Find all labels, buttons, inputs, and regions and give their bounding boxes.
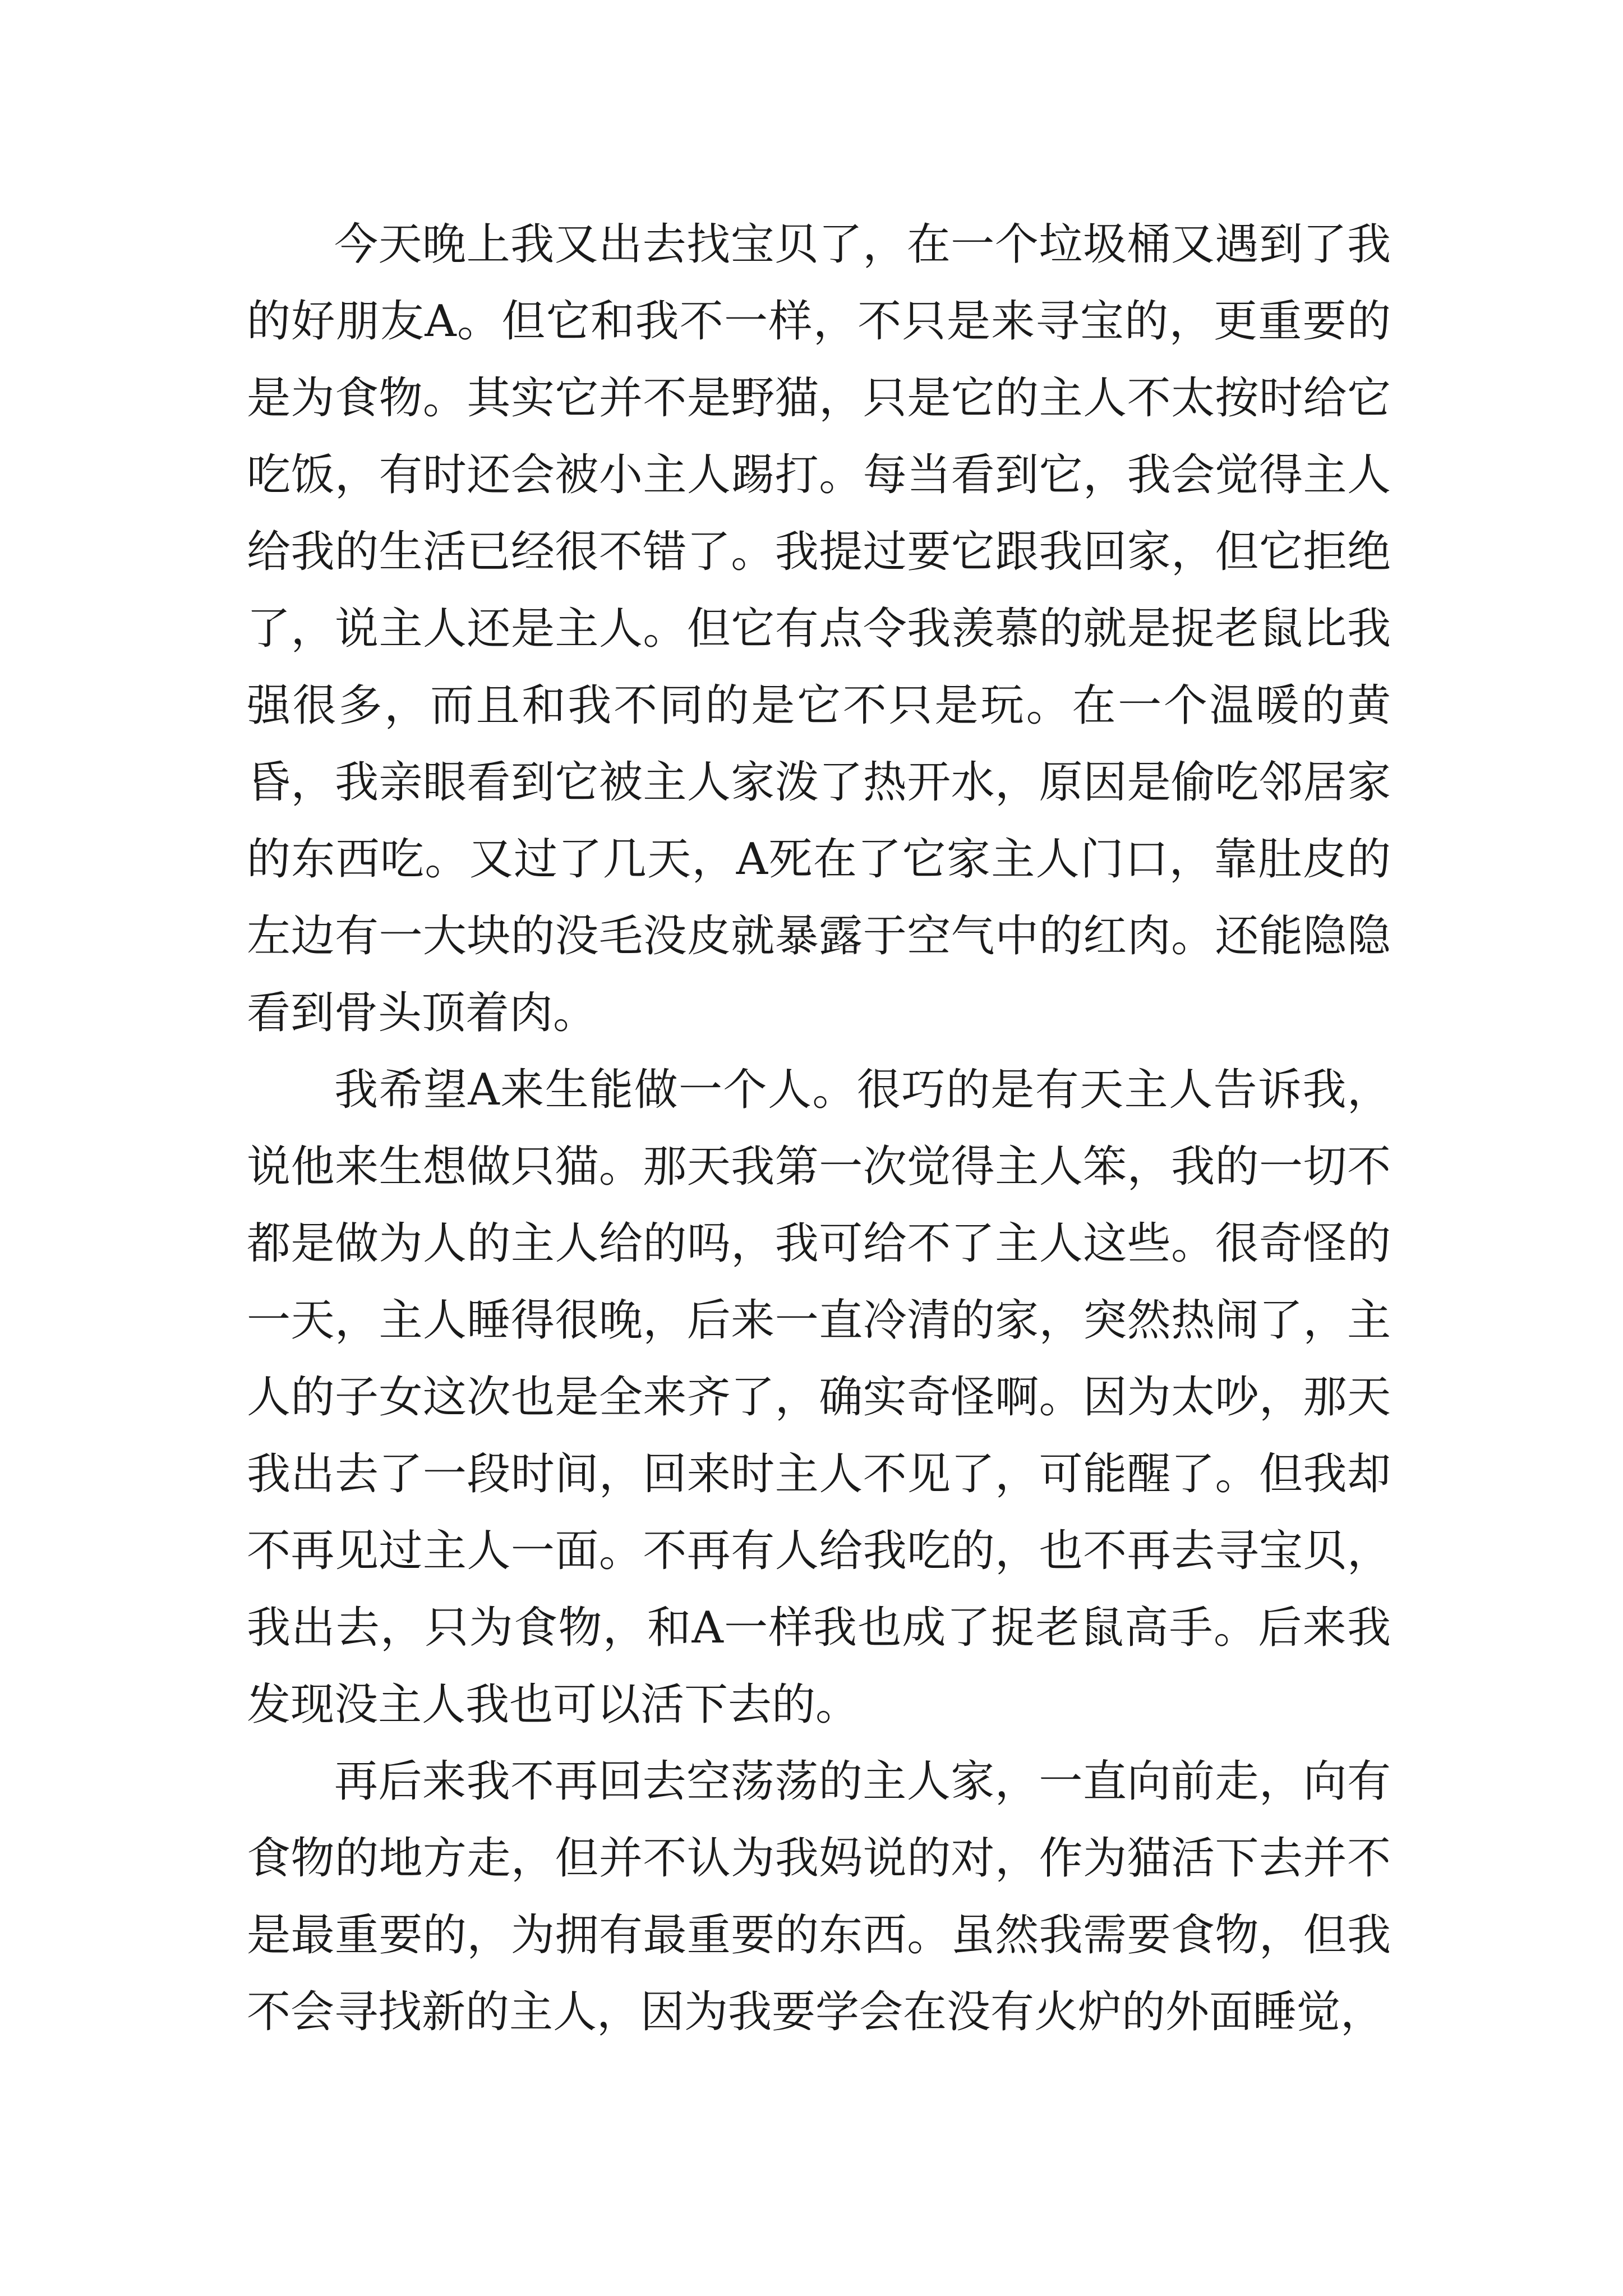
text-body — [247, 206, 1391, 2051]
paragraph-3: 再后来我不再回去空荡荡的主人家，一直向前走，向有食物的地方走，但并不认为我妈说的对，作为猫活下去并不是最重要的，为拥有最重要的东西。虽然我需要食物，但我不会寻找新的主人，因为我要学会在没有火炉的外面睡觉， — [247, 1756, 1391, 2037]
paragraph-1: 今天晚上我又出去找宝贝了，在一个垃圾桶又遇到了我的好朋友A。但它和我不一样，不只是来寻宝的，更重要的是为食物。其实它并不是野猫，只是它的主人不太按时给它吃饭，有时还会被小主人踢打。每当看到它，我会觉得主人给我的生活已经很不错了。我提过要它跟我回家，但它拒绝了，说主人还是主人。但它有点令我羡慕的就是捉老鼠比我强很多，而且和我不同的是它不只是玩。在一个温暖的黄昏，我亲眼看到它被主人家泼了热开水，原因是偷吃邻居家的东西吃。又过了几天，A死在了它家主人门口，靠肚皮的左边有一大块的没毛没皮就暴露于空气中的红肉。还能隐隐看到骨头顶着肉。 — [247, 219, 1391, 1038]
paragraph-2: 我希望A来生能做一个人。很巧的是有天主人告诉我，说他来生想做只猫。那天我第一次觉得主人笨，我的一切不都是做为人的主人给的吗，我可给不了主人这些。很奇怪的一天，主人睡得很晚，后来一直冷清的家，突然热闹了，主人的子女这次也是全来齐了，确实奇怪啊。因为太吵，那天我出去了一段时间，回来时主人不见了，可能醒了。但我却不再见过主人一面。不再有人给我吃的，也不再去寻宝贝，我出去，只为食物，和A一样我也成了捉老鼠高手。后来我发现没主人我也可以活下去的。 — [247, 1065, 1391, 1730]
